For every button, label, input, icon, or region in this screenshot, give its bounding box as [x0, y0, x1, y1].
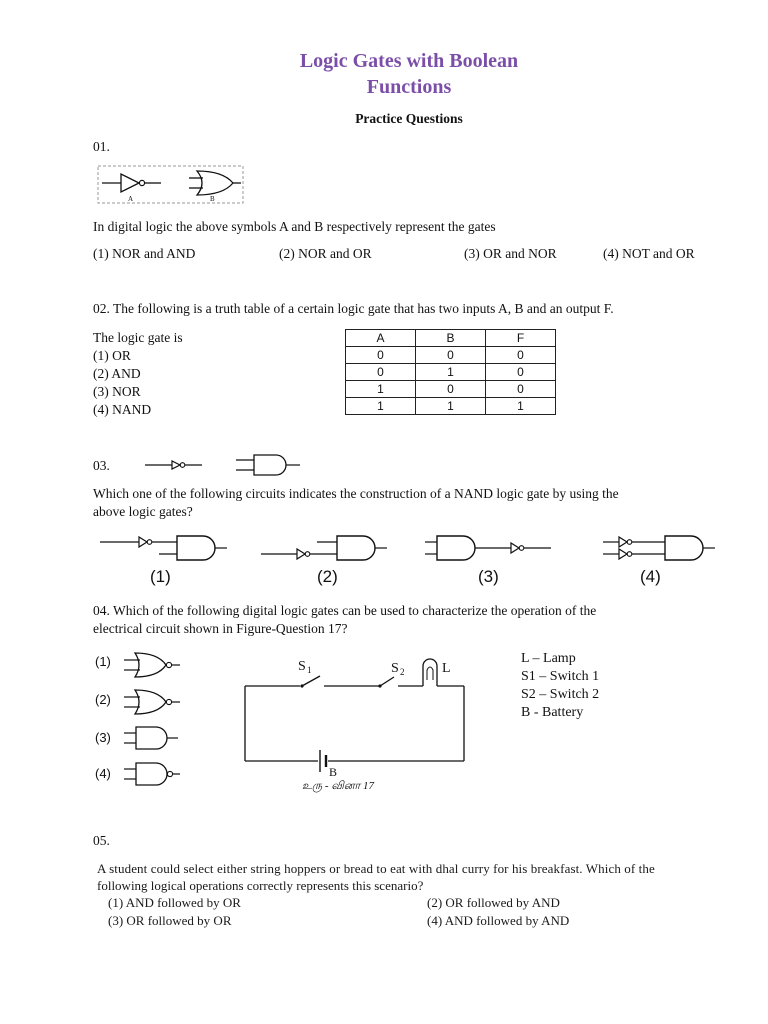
q4-option-label-4[interactable]: (4)	[95, 766, 111, 781]
truth-table-cell: 1	[416, 364, 486, 381]
switch-s1-subscript: 1	[307, 665, 312, 675]
not-gate-icon	[145, 461, 202, 469]
q2-option-1[interactable]: (1) OR	[93, 348, 131, 363]
battery-icon	[320, 750, 326, 772]
q3-number: 03.	[93, 458, 110, 473]
q3-circuit-options-figure	[95, 528, 725, 588]
q5-option-2[interactable]: (2) OR followed by AND	[427, 895, 560, 910]
q4-option-label-1[interactable]: (1)	[95, 654, 111, 669]
truth-table-cell: 1	[486, 398, 556, 415]
q3-given-gates-figure	[140, 452, 310, 478]
switch-s1-icon	[302, 676, 320, 686]
q4-question-line-1: 04. Which of the following digital logic gates can be used to characterize the operation of the	[93, 603, 597, 618]
q5-option-3[interactable]: (3) OR followed by OR	[108, 913, 232, 928]
truth-table	[345, 329, 556, 415]
q1-number: 01.	[93, 139, 110, 154]
battery-label: B	[329, 765, 338, 779]
and-gate-icon	[236, 455, 300, 475]
switch-s2-icon	[380, 677, 394, 686]
q4-circuit-diagram	[240, 650, 470, 798]
q1-label-b: B	[210, 195, 215, 203]
q5-option-1[interactable]: (1) AND followed by OR	[108, 895, 241, 910]
q3-option-label-1[interactable]: (1)	[150, 567, 171, 586]
q1-option-4[interactable]: (4) NOT and OR	[603, 246, 695, 261]
q5-number: 05.	[93, 833, 110, 848]
nand-gate-icon	[124, 763, 180, 785]
q3-option-2-circuit	[261, 536, 387, 560]
q2-option-3[interactable]: (3) NOR	[93, 384, 141, 399]
truth-table-row	[346, 398, 556, 415]
lamp-label: L	[442, 661, 451, 676]
switch-s2-subscript: 2	[400, 667, 405, 677]
q1-option-3[interactable]: (3) OR and NOR	[464, 246, 557, 261]
lamp-icon	[423, 659, 437, 686]
q4-question-line-2: electrical circuit shown in Figure-Question 17?	[93, 621, 348, 636]
q1-option-1[interactable]: (1) NOR and AND	[93, 246, 196, 261]
q2-option-4[interactable]: (4) NAND	[93, 402, 152, 417]
truth-table-header-b: B	[416, 330, 486, 347]
q3-option-label-2[interactable]: (2)	[317, 567, 338, 586]
truth-table-header-row	[346, 330, 556, 347]
and-gate-icon	[124, 727, 178, 749]
switch-s2-label: S	[391, 661, 399, 676]
q4-gate-options-figure	[120, 648, 192, 798]
q1-option-2[interactable]: (2) NOR and OR	[279, 246, 372, 261]
truth-table-row	[346, 364, 556, 381]
page-subtitle: Practice Questions	[355, 111, 463, 126]
q5-question-line-1: A student could select either string hoppers or bread to eat with dhal curry for his breakfast. Which of the	[97, 861, 655, 876]
q4-option-label-2[interactable]: (2)	[95, 692, 111, 707]
figure-caption: உரு - வினா 17	[302, 780, 375, 792]
page-title-line-2: Functions	[366, 76, 452, 98]
truth-table-cell: 1	[416, 398, 486, 415]
q1-question-text: In digital logic the above symbols A and B respectively represent the gates	[93, 219, 496, 234]
q5-option-4[interactable]: (4) AND followed by AND	[427, 913, 570, 928]
q1-label-a: A	[128, 195, 134, 203]
q3-question-line-1: Which one of the following circuits indicates the construction of a NAND logic gate by using the	[93, 486, 619, 501]
truth-table-row	[346, 381, 556, 398]
truth-table-header-a: A	[346, 330, 416, 347]
truth-table-cell: 1	[346, 398, 416, 415]
truth-table-cell: 0	[346, 364, 416, 381]
truth-table-header-f: F	[486, 330, 556, 347]
q5-question-line-2: following logical operations correctly represents this scenario?	[97, 878, 424, 893]
or-gate-icon	[189, 171, 241, 195]
truth-table-cell: 0	[416, 347, 486, 364]
truth-table-cell: 0	[486, 364, 556, 381]
nor-gate-icon	[124, 690, 180, 714]
q3-option-label-3[interactable]: (3)	[478, 567, 499, 586]
truth-table-cell: 0	[346, 347, 416, 364]
q3-option-label-4[interactable]: (4)	[640, 567, 661, 586]
legend-lamp: L – Lamp	[521, 651, 576, 666]
nor-gate-icon	[124, 653, 180, 677]
legend-battery: B - Battery	[521, 705, 584, 720]
q2-option-2[interactable]: (2) AND	[93, 366, 141, 381]
legend-switch-1: S1 – Switch 1	[521, 669, 600, 684]
q1-gate-symbols-figure	[97, 165, 245, 205]
not-gate-icon	[102, 174, 161, 192]
truth-table-cell: 1	[346, 381, 416, 398]
switch-s1-label: S	[298, 659, 306, 674]
q3-question-line-2: above logic gates?	[93, 504, 193, 519]
truth-table-cell: 0	[416, 381, 486, 398]
legend-switch-2: S2 – Switch 2	[521, 687, 600, 702]
q3-option-1-circuit	[100, 536, 227, 560]
page-title-line-1: Logic Gates with Boolean	[299, 50, 519, 72]
q2-question-text: 02. The following is a truth table of a certain logic gate that has two inputs A, B and an output F.	[93, 301, 614, 316]
q3-option-3-circuit	[425, 536, 551, 560]
q3-option-4-circuit	[603, 536, 715, 560]
truth-table-cell: 0	[486, 347, 556, 364]
truth-table-cell: 0	[486, 381, 556, 398]
q4-option-label-3[interactable]: (3)	[95, 730, 111, 745]
truth-table-row	[346, 347, 556, 364]
q2-prompt: The logic gate is	[93, 330, 183, 345]
